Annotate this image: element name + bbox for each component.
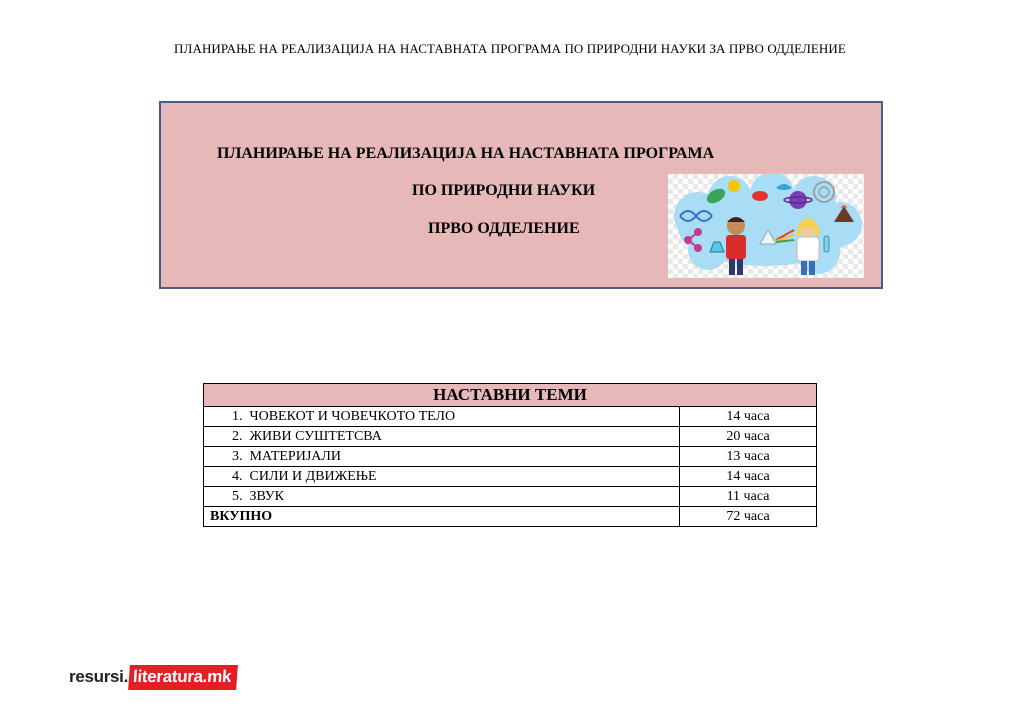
topic-number: 1. bbox=[232, 409, 243, 424]
topic-name: МАТЕРИЈАЛИ bbox=[249, 449, 341, 464]
site-logo[interactable] bbox=[69, 663, 237, 691]
title-line-1: ПЛАНИРАЊЕ НА РЕАЛИЗАЦИЈА НА НАСТАВНАТА ПРОГРАМА bbox=[217, 145, 715, 162]
topic-hours: 20 часа bbox=[680, 427, 817, 447]
topic-number: 3. bbox=[232, 449, 243, 464]
table-row bbox=[204, 427, 817, 447]
logo-text-resursi: resursi. bbox=[69, 667, 129, 686]
total-hours: 72 часа bbox=[680, 507, 817, 527]
topic-number: 4. bbox=[232, 469, 243, 484]
topic-name: ЖИВИ СУШТЕТСВА bbox=[249, 429, 382, 444]
topic-cell bbox=[204, 467, 680, 487]
illustration-graphic bbox=[668, 174, 864, 278]
title-box bbox=[159, 101, 883, 289]
title-line-3: ПРВО ОДДЕЛЕНИЕ bbox=[428, 220, 580, 237]
topics-table bbox=[203, 383, 817, 527]
topic-hours: 13 часа bbox=[680, 447, 817, 467]
topic-hours: 14 часа bbox=[680, 407, 817, 427]
table-row bbox=[204, 487, 817, 507]
topic-number: 5. bbox=[232, 489, 243, 504]
topic-name: ЗВУК bbox=[249, 489, 284, 504]
running-header: ПЛАНИРАЊЕ НА РЕАЛИЗАЦИЈА НА НАСТАВНАТА ПРОГРАМА ПО ПРИРОДНИ НАУКИ ЗА ПРВО ОДДЕЛЕНИЕ bbox=[174, 41, 846, 56]
table-row bbox=[204, 407, 817, 427]
topic-cell bbox=[204, 427, 680, 447]
topic-name: СИЛИ И ДВИЖЕЊЕ bbox=[249, 469, 377, 484]
topic-name: ЧОВЕКОТ И ЧОВЕЧКОТО ТЕЛО bbox=[249, 409, 456, 424]
topic-hours: 14 часа bbox=[680, 467, 817, 487]
topic-number: 2. bbox=[232, 429, 243, 444]
topic-cell bbox=[204, 447, 680, 467]
title-line-2: ПО ПРИРОДНИ НАУКИ bbox=[412, 182, 596, 199]
topic-cell bbox=[204, 407, 680, 427]
logo-text-literatura: literatura.mk bbox=[128, 665, 238, 690]
topic-cell bbox=[204, 487, 680, 507]
science-kids-illustration bbox=[668, 174, 864, 278]
total-row bbox=[204, 507, 817, 527]
table-header-row bbox=[204, 384, 817, 407]
table-row bbox=[204, 467, 817, 487]
total-label: ВКУПНО bbox=[204, 507, 680, 527]
topic-hours: 11 часа bbox=[680, 487, 817, 507]
table-header: НАСТАВНИ ТЕМИ bbox=[204, 384, 817, 407]
table-row bbox=[204, 447, 817, 467]
